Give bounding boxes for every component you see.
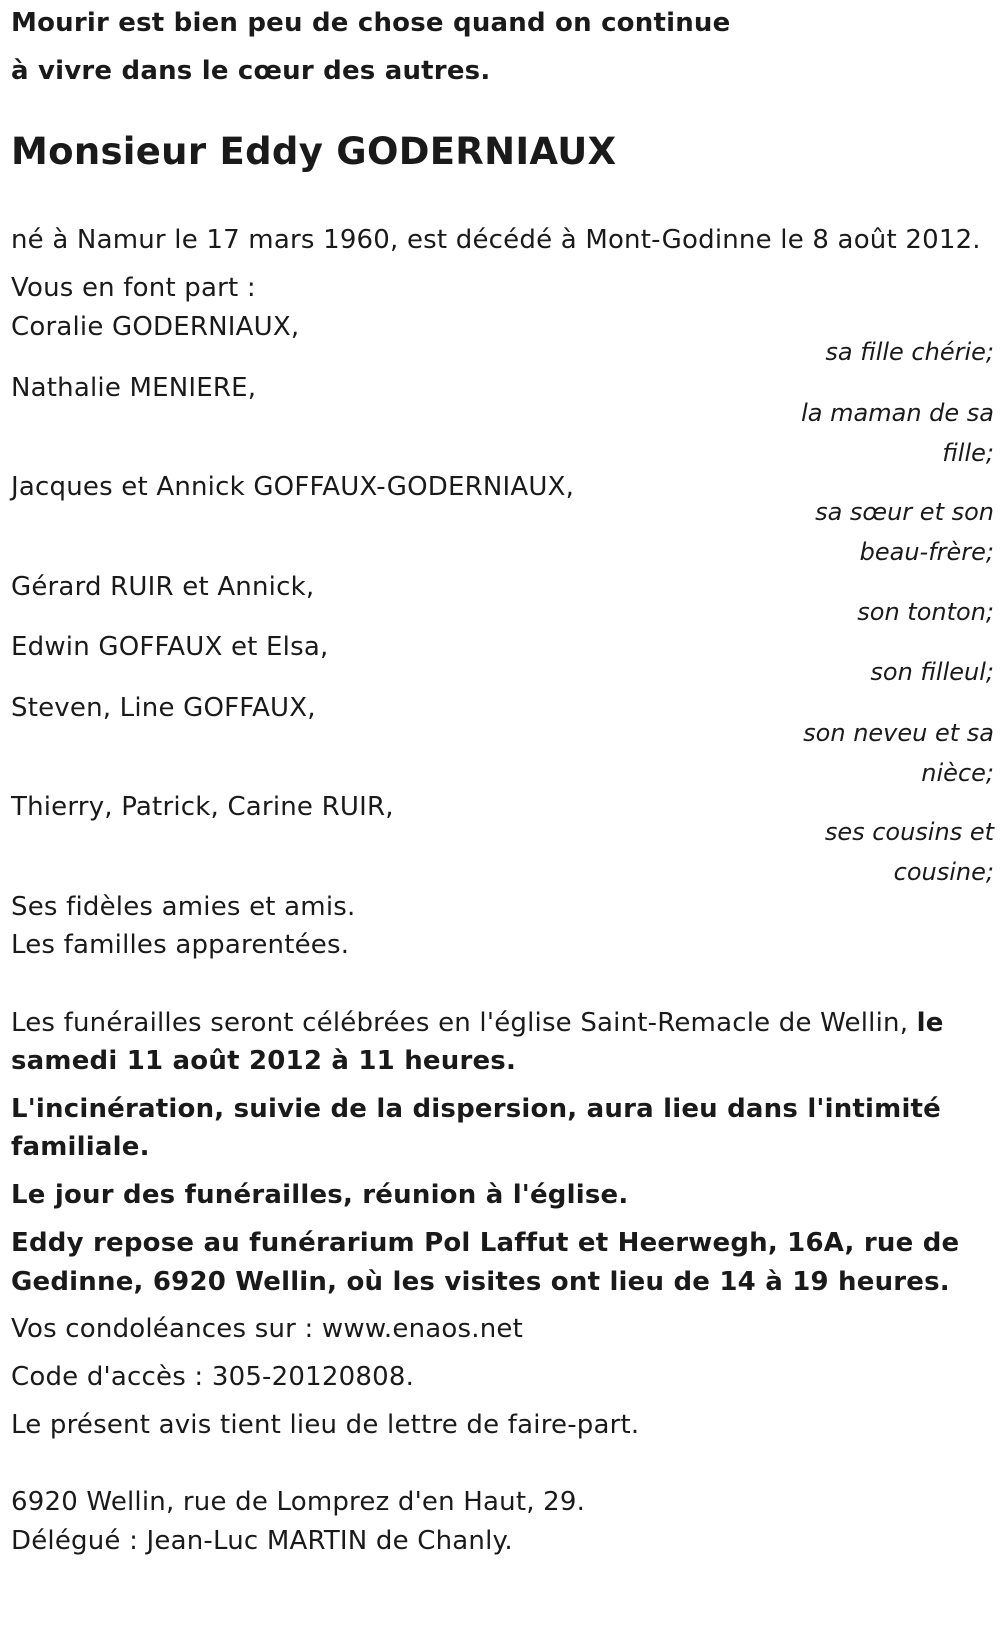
family-member-relation: son filleul; (870, 658, 994, 686)
funeral-intro-bold: le (916, 1008, 944, 1038)
family-member-relation: son neveu et sa nièce; (803, 719, 994, 787)
incineration-line-1: L'incinération, suivie de la dispersion, aura lieu dans l'intimité (11, 1094, 942, 1124)
family-member-relation: sa sœur et son beau-frère; (815, 498, 994, 566)
notice-statement: Le présent avis tient lieu de lettre de faire-part. (11, 1410, 640, 1440)
incineration-line-2: familiale. (11, 1132, 150, 1162)
funerarium-line-1: Eddy repose au funérarium Pol Laffut et Heerwegh, 16A, rue de (11, 1228, 960, 1258)
family-member-name: Jacques et Annick GOFFAUX-GODERNIAUX, (11, 472, 575, 502)
funeral-intro-text: Les funérailles seront célébrées en l'église Saint-Remacle de Wellin, (11, 1008, 909, 1038)
family-member-name: Steven, Line GOFFAUX, (11, 693, 316, 723)
family-member-relation: sa fille chérie; (825, 338, 994, 366)
family-member-name: Coralie GODERNIAUX, (11, 312, 300, 342)
epigraph-line-2: à vivre dans le cœur des autres. (11, 56, 491, 86)
family-member-relation: son tonton; (857, 598, 994, 626)
access-code: Code d'accès : 305-20120808. (11, 1362, 415, 1392)
family-member-relation: ses cousins et cousine; (824, 818, 994, 886)
church-meeting: Le jour des funérailles, réunion à l'église. (11, 1180, 629, 1210)
epigraph-line-1: Mourir est bien peu de chose quand on continue (11, 8, 731, 38)
friends-line: Ses fidèles amies et amis. (11, 892, 356, 922)
funeral-date: samedi 11 août 2012 à 11 heures. (11, 1046, 517, 1076)
announcement-intro: Vous en font part : (11, 273, 256, 303)
funerarium-line-2: Gedinne, 6920 Wellin, où les visites ont lieu de 14 à 19 heures. (11, 1267, 950, 1297)
family-member-name: Edwin GOFFAUX et Elsa, (11, 632, 329, 662)
family-member-name: Thierry, Patrick, Carine RUIR, (11, 792, 394, 822)
funeral-intro (11, 1008, 944, 1038)
birth-death-line: né à Namur le 17 mars 1960, est décédé à Mont-Godinne le 8 août 2012. (11, 225, 981, 255)
delegate: Délégué : Jean-Luc MARTIN de Chanly. (11, 1526, 513, 1556)
family-member-relation: la maman de sa fille; (801, 399, 994, 467)
deceased-name: Monsieur Eddy GODERNIAUX (11, 130, 617, 173)
family-member-name: Nathalie MENIERE, (11, 373, 257, 403)
relatives-line: Les familles apparentées. (11, 930, 350, 960)
family-member-name: Gérard RUIR et Annick, (11, 572, 315, 602)
condolences-site: Vos condoléances sur : www.enaos.net (11, 1314, 523, 1344)
family-address: 6920 Wellin, rue de Lomprez d'en Haut, 29. (11, 1487, 586, 1517)
